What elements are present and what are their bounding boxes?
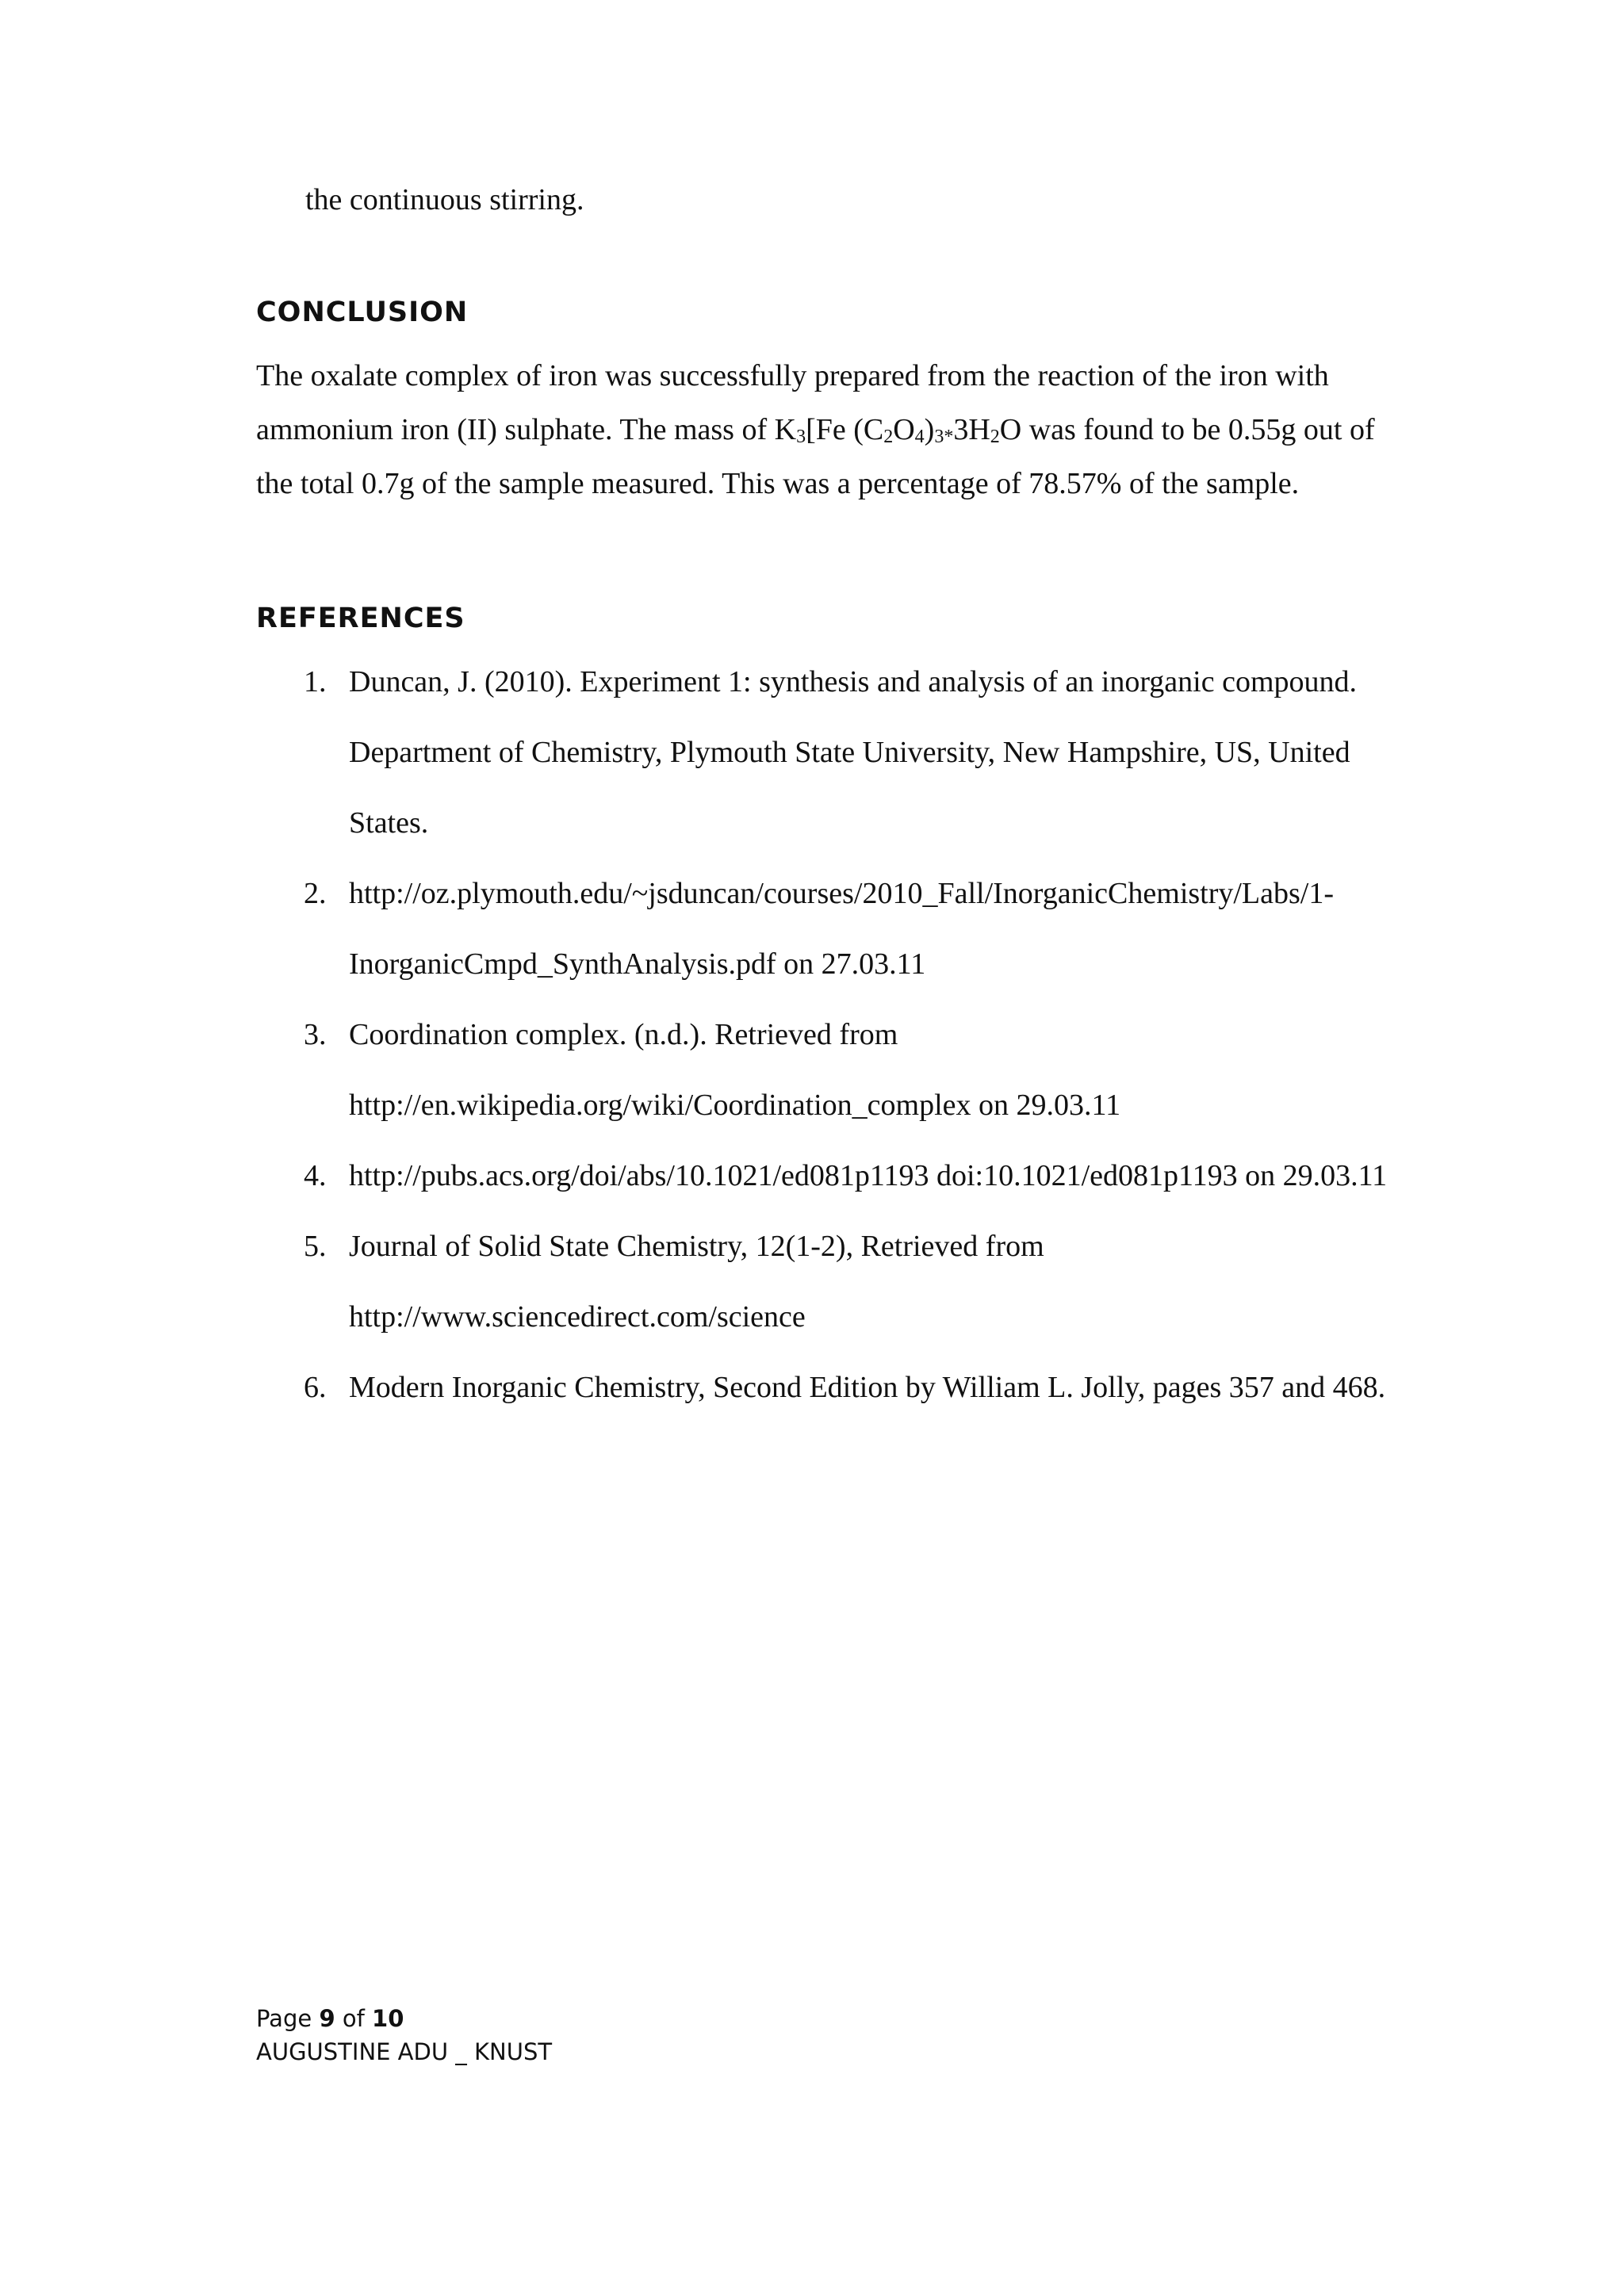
reference-text: Duncan, J. (2010). Experiment 1: synthesis and analysis of an inorganic compound.: [349, 665, 1357, 698]
reference-line: [0, 799, 1624, 870]
formula-text: [Fe (C: [806, 413, 884, 446]
reference-line: [0, 658, 1624, 729]
reference-line: [0, 1011, 1624, 1081]
reference-item: [0, 1364, 1624, 1434]
reference-item: [0, 870, 1624, 1011]
reference-line: [0, 870, 1624, 940]
formula-text: 3H: [953, 413, 990, 446]
carryover-text: the continuous stirring.: [305, 183, 584, 216]
reference-text: Journal of Solid State Chemistry, 12(1-2), Retrieved from: [349, 1230, 1044, 1263]
page-word: Page: [256, 2005, 312, 2032]
author-line: AUGUSTINE ADU _ KNUST: [256, 2038, 553, 2065]
reference-line: [0, 1293, 1624, 1364]
references-heading: REFERENCES: [256, 603, 465, 634]
formula-text: ammonium iron (II) sulphate. The mass of K: [256, 413, 797, 446]
reference-line: [0, 1223, 1624, 1293]
reference-number: 5.: [304, 1230, 327, 1263]
reference-text: Department of Chemistry, Plymouth State University, New Hampshire, US, United: [349, 736, 1350, 769]
reference-line: [0, 1364, 1624, 1434]
reference-item: [0, 1152, 1624, 1223]
page-of: of: [342, 2005, 365, 2032]
reference-link[interactable]: http://oz.plymouth.edu/~jsduncan/courses/2010_Fall/InorganicChemistry/Labs/1-: [349, 877, 1335, 910]
conclusion-line-formula: [256, 403, 1430, 457]
reference-item: [0, 1011, 1624, 1152]
conclusion-heading: CONCLUSION: [256, 297, 469, 328]
reference-item: [0, 658, 1624, 870]
conclusion-line: the total 0.7g of the sample measured. This was a percentage of 78.57% of the sample.: [256, 467, 1300, 500]
formula-subscript: 2: [883, 427, 894, 447]
reference-line: [0, 729, 1624, 799]
reference-number: 1.: [304, 665, 327, 698]
reference-line: [0, 940, 1624, 1011]
formula-text: O was found to be 0.55g out of: [999, 413, 1375, 446]
reference-number: 6.: [304, 1371, 327, 1404]
formula-text: ): [924, 413, 935, 446]
formula-text: O: [893, 413, 915, 446]
reference-link[interactable]: http://en.wikipedia.org/wiki/Coordination_complex on 29.03.11: [349, 1089, 1121, 1122]
reference-text: Coordination complex. (n.d.). Retrieved from: [349, 1018, 898, 1051]
reference-line: [0, 1081, 1624, 1152]
formula-subscript: 4: [914, 427, 925, 447]
references-list: [0, 658, 1624, 1434]
conclusion-line: The oxalate complex of iron was successfully prepared from the reaction of the iron with: [256, 359, 1329, 392]
page-total: 10: [372, 2005, 404, 2032]
page-current: 9: [319, 2005, 335, 2032]
reference-line: [0, 1152, 1624, 1223]
reference-text: States.: [349, 806, 429, 840]
reference-link[interactable]: http://pubs.acs.org/doi/abs/10.1021/ed081p1193 doi:10.1021/ed081p1193 on 29.03.11: [349, 1159, 1388, 1192]
reference-number: 4.: [304, 1159, 327, 1192]
reference-link[interactable]: InorganicCmpd_SynthAnalysis.pdf on 27.03.11: [349, 947, 926, 981]
reference-number: 3.: [304, 1018, 327, 1051]
reference-link[interactable]: http://www.sciencedirect.com/science: [349, 1300, 806, 1334]
conclusion-paragraph: [256, 349, 1430, 511]
formula-subscript: 3*: [934, 427, 954, 447]
page-number: [256, 2002, 552, 2035]
page-footer: [256, 2002, 552, 2068]
reference-number: 2.: [304, 877, 327, 910]
reference-text: Modern Inorganic Chemistry, Second Edition by William L. Jolly, pages 357 and 468.: [349, 1371, 1386, 1404]
reference-item: [0, 1223, 1624, 1364]
formula-subscript: 2: [990, 427, 1000, 447]
formula-subscript: 3: [796, 427, 806, 447]
